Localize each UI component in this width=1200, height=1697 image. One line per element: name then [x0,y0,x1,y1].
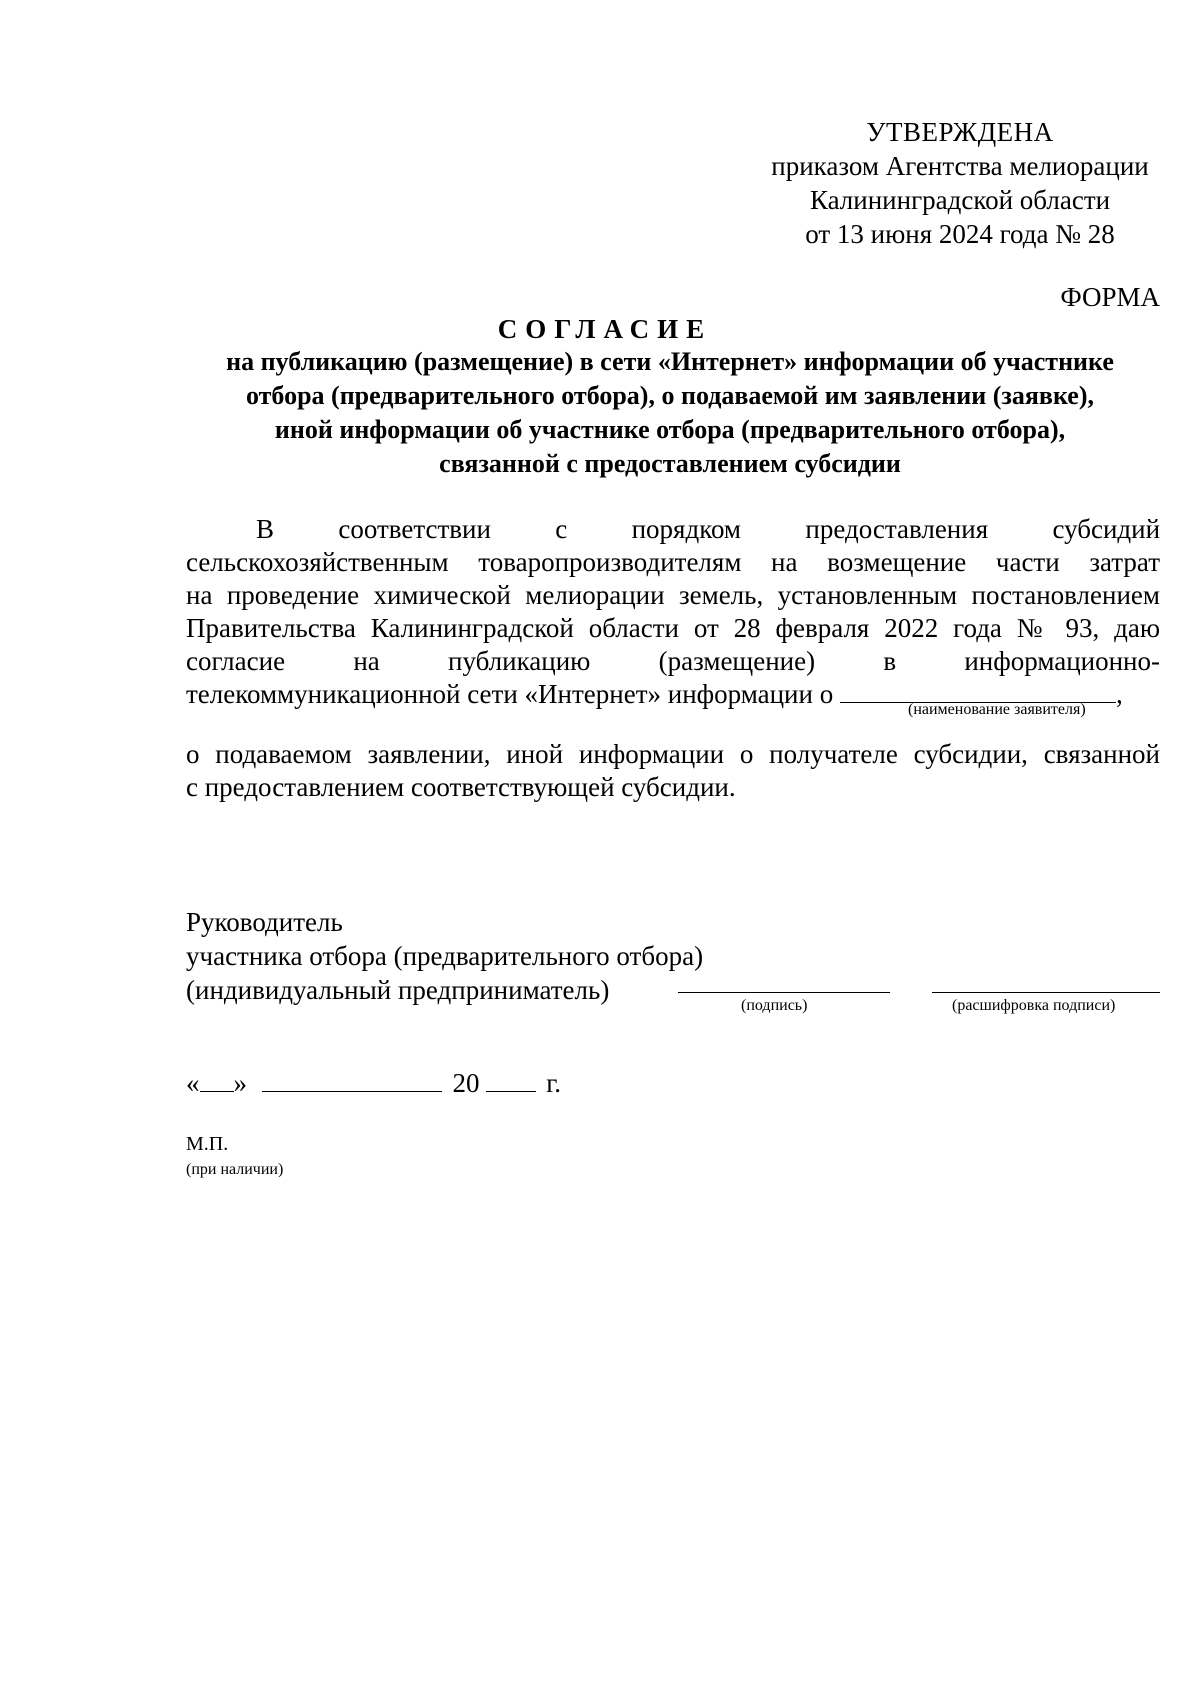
paragraph-line-2: сельскохозяйственным товаропроизводителям на возмещение части затрат [186,547,1160,577]
word: согласие [186,646,286,676]
word: публикацию [448,646,591,676]
day-blank[interactable] [200,1069,234,1092]
consent-paragraph [186,513,1160,711]
applicant-caption: (наименование заявителя) [908,701,1086,718]
document-subtitle [180,345,1160,481]
subtitle-line-4: связанной с предоставлением субсидии [439,449,901,478]
paragraph-line-5 [186,645,1160,678]
signature-line-2: участника отбора (предварительного отбора) [186,941,704,971]
subtitle-line-3: иной информации об участнике отбора (предварительного отбора), [274,415,1066,444]
word: субсидий [1052,514,1161,544]
approval-title: УТВЕРЖДЕНА [866,117,1054,147]
date-line [186,1066,561,1100]
signature-line-1: Руководитель [186,907,343,937]
comma: , [1115,679,1123,709]
signature-line-3: (индивидуальный предприниматель) [186,975,610,1005]
paragraph-line-3: на проведение химической мелиорации земель, установленным постановлением [186,580,1160,610]
subtitle-line-2: отбора (предварительного отбора), о подаваемой им заявлении (заявке), [246,381,1094,410]
word: (размещение) [658,646,816,676]
signature-caption: (подпись) [741,997,808,1014]
consent-paragraph-2 [186,738,1160,804]
applicant-name-blank[interactable] [840,682,1116,703]
signature-block [186,905,703,1007]
form-label: ФОРМА [1060,282,1160,312]
open-quote: « [186,1068,200,1098]
stamp-note: (при наличии) [186,1161,284,1178]
word: информационно- [964,646,1160,676]
year-prefix: 20 [452,1068,480,1098]
approval-line-1: приказом Агентства мелиорации [771,151,1149,181]
close-quote: » [233,1068,247,1098]
word: в [883,646,897,676]
word: соответствии [338,514,491,544]
approval-block [760,115,1160,251]
signature-decode-blank[interactable] [932,992,1160,993]
signature-decode-caption: (расшифровка подписи) [952,997,1116,1014]
word: В [256,514,275,544]
paragraph2-line-1: о подаваемом заявлении, иной информации о получателе субсидии, связанной [186,739,1160,769]
paragraph-line-6-text: телекоммуникационной сети «Интернет» информации о [186,679,834,709]
paragraph-line-1 [186,513,1160,546]
word: с [555,514,568,544]
document-title: СОГЛАСИЕ [497,314,713,344]
approval-line-3: от 13 июня 2024 года № 28 [805,219,1115,249]
year-blank[interactable] [486,1069,536,1092]
month-blank[interactable] [262,1069,442,1092]
word: предоставления [805,514,989,544]
paragraph2-line-2: с предоставлением соответствующей субсидии. [186,772,736,802]
word: на [353,646,380,676]
word: порядком [631,514,742,544]
stamp-label: М.П. [186,1133,229,1155]
subtitle-line-1: на публикацию (размещение) в сети «Интернет» информации об участнике [226,347,1114,376]
approval-line-2: Калининградской области [809,185,1111,215]
paragraph-line-4: Правительства Калининградской области от 28 февраля 2022 года № 93, даю [186,613,1160,643]
year-suffix: г. [546,1068,562,1098]
signature-blank[interactable] [678,992,890,993]
